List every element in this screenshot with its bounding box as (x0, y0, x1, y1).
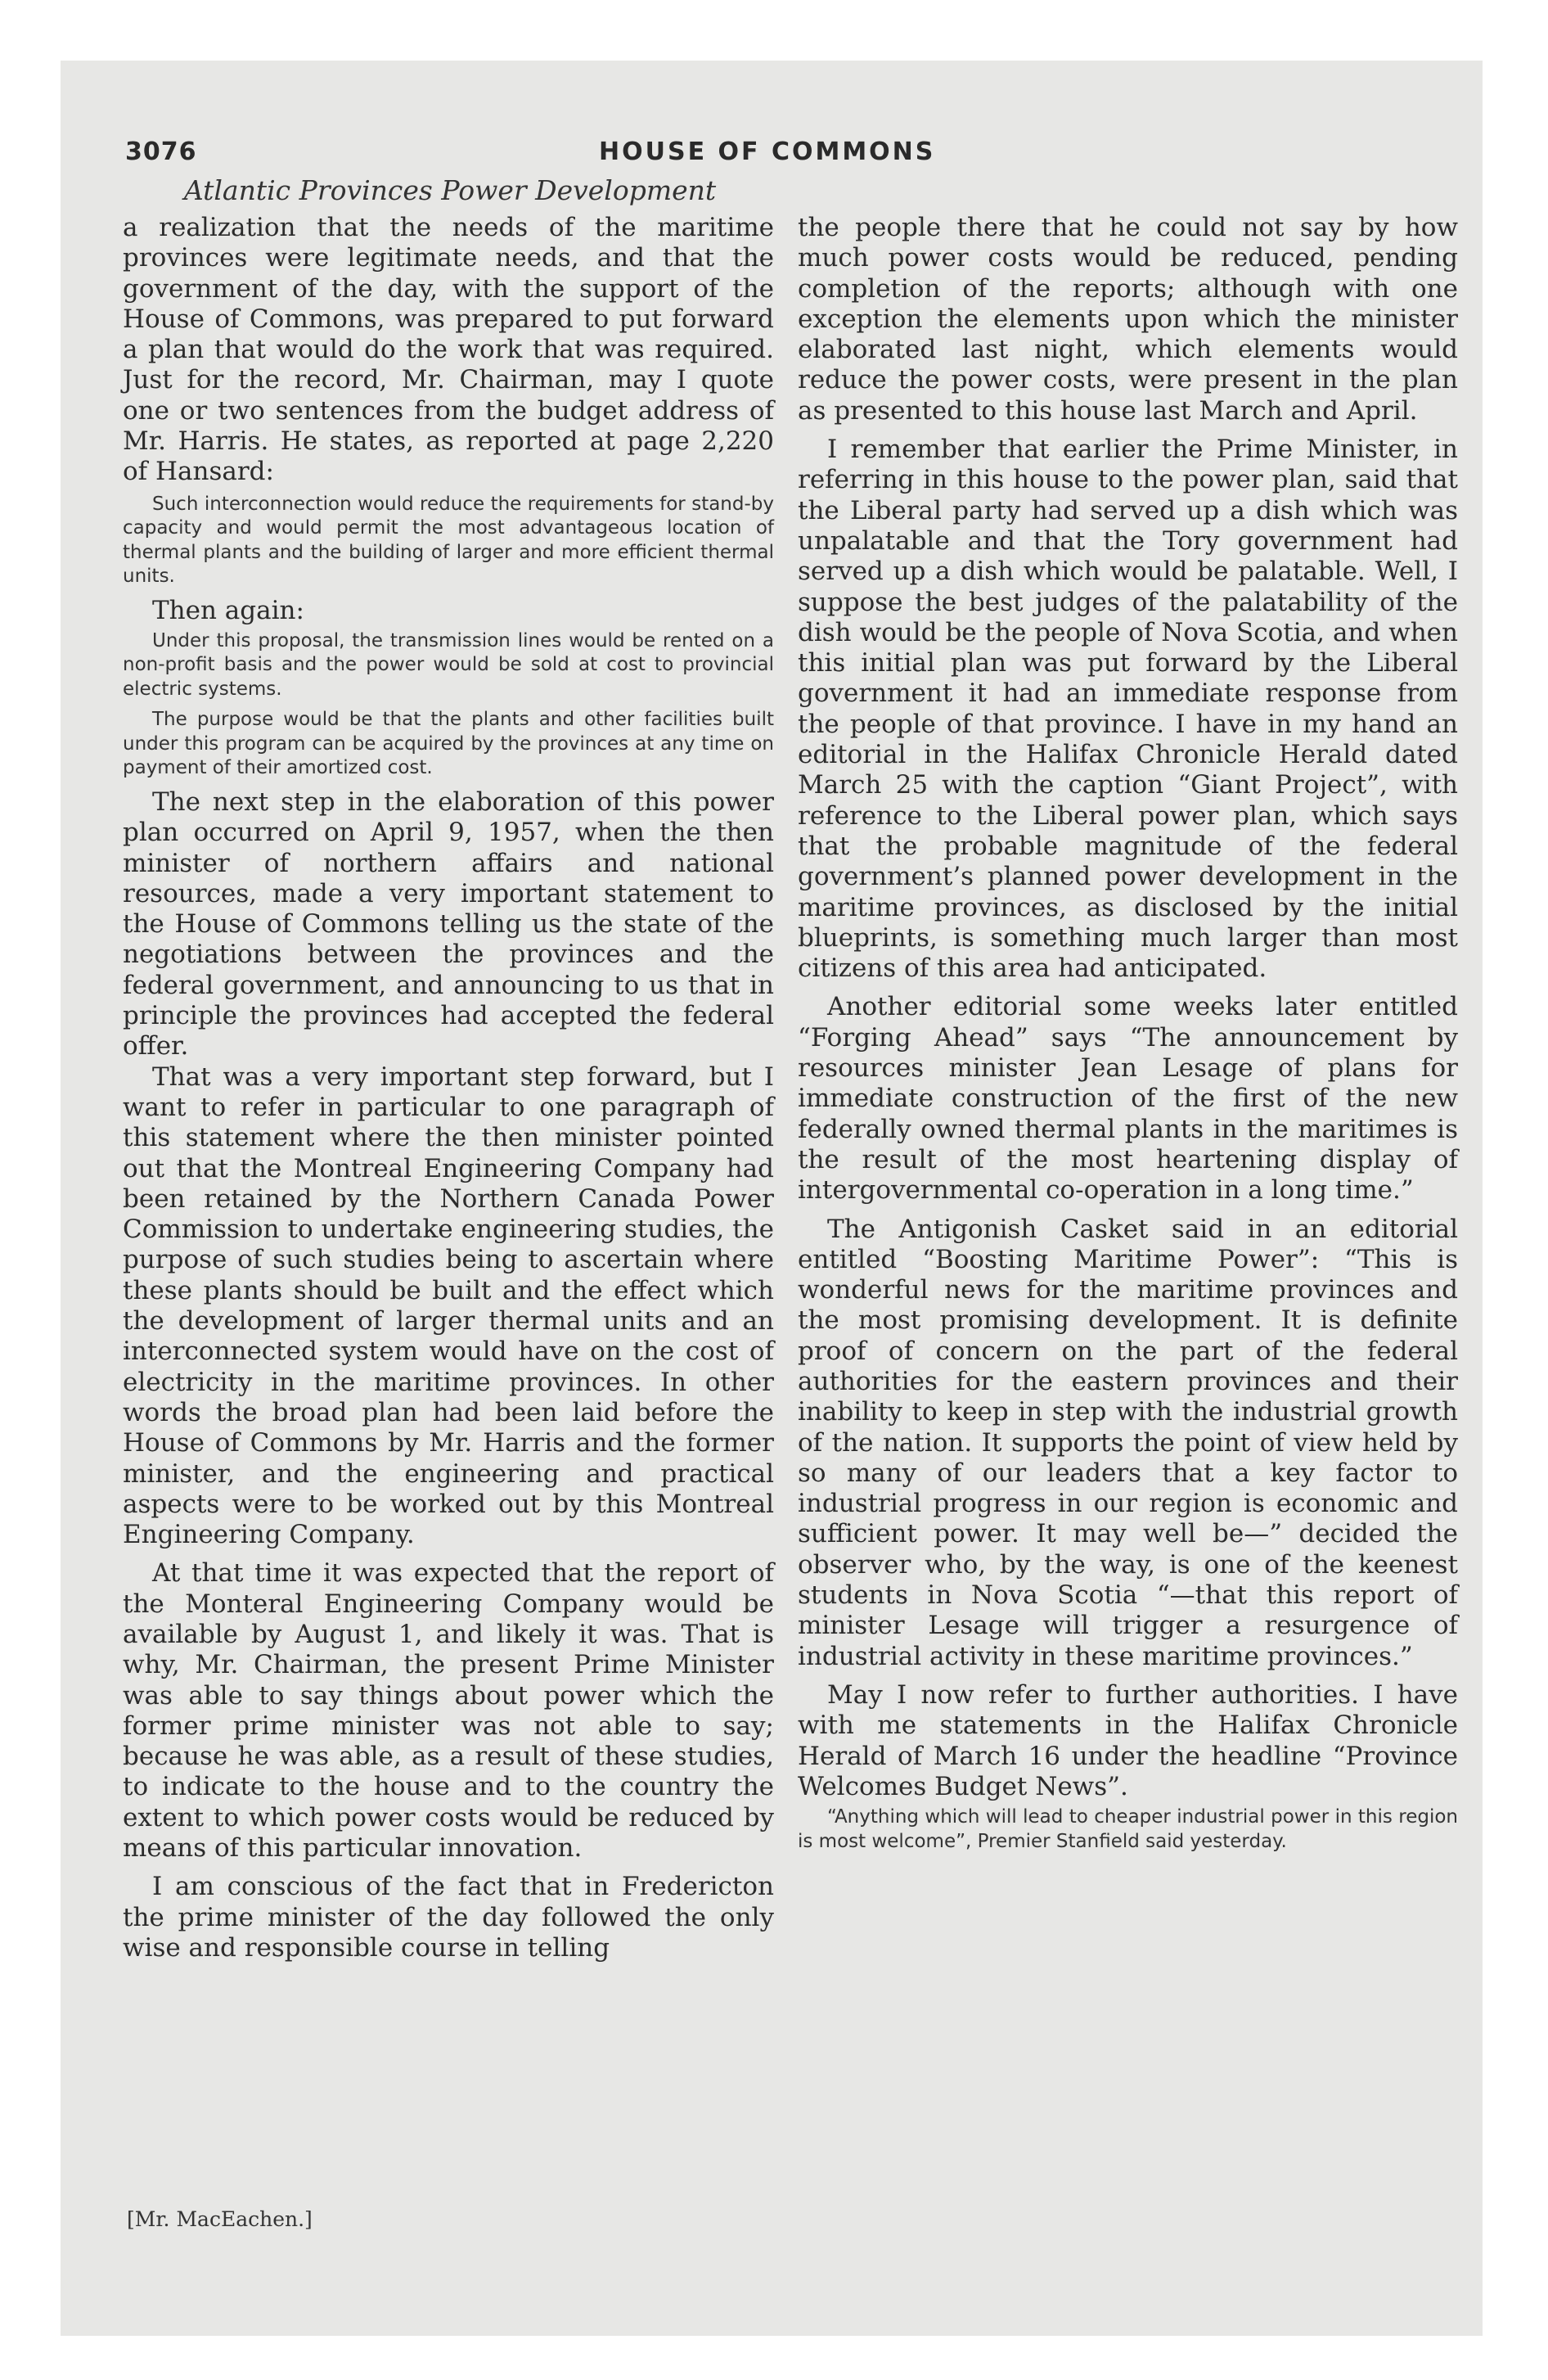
page-number: 3076 (125, 137, 197, 166)
paragraph: At that time it was expected that the report of the Monteral Engineering Company would be available by August 1, and likely it was. That is why, Mr. Chairman, the present Prime Minister was able to say things about power which the former prime minister was not able to say; because he was able, as a result of these studies, to indicate to the house and to the country the extent to which power costs would be reduced by means of this particular innovation. (123, 1558, 774, 1864)
block-quote: The purpose would be that the plants and other facilities built under this program can be acquired by the provinces at any time on payment of their amortized cost. (123, 709, 774, 779)
paragraph: I am conscious of the fact that in Fredericton the prime minister of the day followed the only wise and responsible course in telling (123, 1872, 774, 1963)
paragraph: a realization that the needs of the maritime provinces were legitimate needs, and that the government of the day, with the support of the House of Commons, was prepared to put forward a plan that would do the work that was required. Just for the record, Mr. Chairman, may I quote one or two sentences from the budget address of Mr. Harris. He states, as reported at page 2,220 of Hansard: (123, 213, 774, 487)
speaker-footer: [Mr. MacEachen.] (127, 2207, 313, 2231)
paragraph: Then again: (152, 595, 304, 625)
block-quote: Such interconnection would reduce the requirements for stand-by capacity and would permit the most advantageous location of thermal plants and the building of larger and more efficient thermal units. (123, 493, 774, 588)
paragraph: May I now refer to further authorities. I have with me statements in the Halifax Chronicle Herald of March 16 under the headline “Province Welcomes Budget News”. (798, 1679, 1458, 1801)
journal-title: HOUSE OF COMMONS (599, 137, 936, 166)
paragraph: The Antigonish Casket said in an editorial entitled “Boosting Maritime Power”: “This is wonderful news for the maritime provinces and the most promising development. It is definite proof of concern on the part of the federal authorities for the eastern provinces and their inability to keep in step with the industrial growth of the nation. It supports the point of view held by so many of our leaders that a key factor to industrial progress in our region is economic and sufficient power. It may well be—” decided the observer who, by the way, is one of the keenest students in Nova Scotia “—that this report of minister Lesage will trigger a resurgence of industrial activity in these maritime provinces.” (798, 1214, 1458, 1671)
block-quote: Under this proposal, the transmission lines would be rented on a non-profit basis and the power would be sold at cost to provincial electric systems. (123, 629, 774, 700)
paragraph: I remember that earlier the Prime Minister, in referring in this house to the power plan, said that the Liberal party had served up a dish which was unpalatable and that the Tory government had served up a dish which would be palatable. Well, I suppose the best judges of the palatability of the dish would be the people of Nova Scotia, and when this initial plan was put forward by the Liberal government it had an immediate response from the people of that province. I have in my hand an editorial in the Halifax Chronicle Herald dated March 25 with the caption “Giant Project”, with reference to the Liberal power plan, which says that the probable magnitude of the federal government’s planned power development in the maritime provinces, as disclosed by the initial blueprints, is something much larger than most citizens of this area had anticipated. (798, 435, 1458, 984)
section-heading: Atlantic Provinces Power Development (183, 174, 717, 206)
paragraph: the people there that he could not say by how much power costs would be reduced, pending completion of the reports; although with one exception the elements upon which the minister elaborated last night, which elements would reduce the power costs, were present in the plan as presented to this house last March and April. (798, 213, 1458, 426)
paragraph: The next step in the elaboration of this power plan occurred on April 9, 1957, when the then minister of northern affairs and national resources, made a very important statement to the House of Commons telling us the state of the negotiations between the provinces and the federal government, and announcing to us that in principle the provinces had accepted the federal offer. (123, 787, 774, 1062)
right-column (798, 213, 1458, 1860)
paragraph: Another editorial some weeks later entitled “Forging Ahead” says “The announcement by resources minister Jean Lesage of plans for immediate construction of the first of the new federally owned thermal plants in the maritimes is the result of the most heartening display of intergovernmental co-operation in a long time.” (798, 992, 1458, 1206)
left-column (123, 213, 774, 1963)
paragraph: That was a very important step forward, but I want to refer in particular to one paragraph of this statement where the then minister pointed out that the Montreal Engineering Company had been retained by the Northern Canada Power Commission to undertake engineering studies, the purpose of such studies being to ascertain where these plants should be built and the effect which the development of larger thermal units and an interconnected system would have on the cost of electricity in the maritime provinces. In other words the broad plan had been laid before the House of Commons by Mr. Harris and the former minister, and the engineering and practical aspects were to be worked out by this Montreal Engineering Company. (123, 1062, 774, 1550)
block-quote: “Anything which will lead to cheaper industrial power in this region is most welcome”, Premier Stanfield said yesterday. (798, 1806, 1458, 1852)
